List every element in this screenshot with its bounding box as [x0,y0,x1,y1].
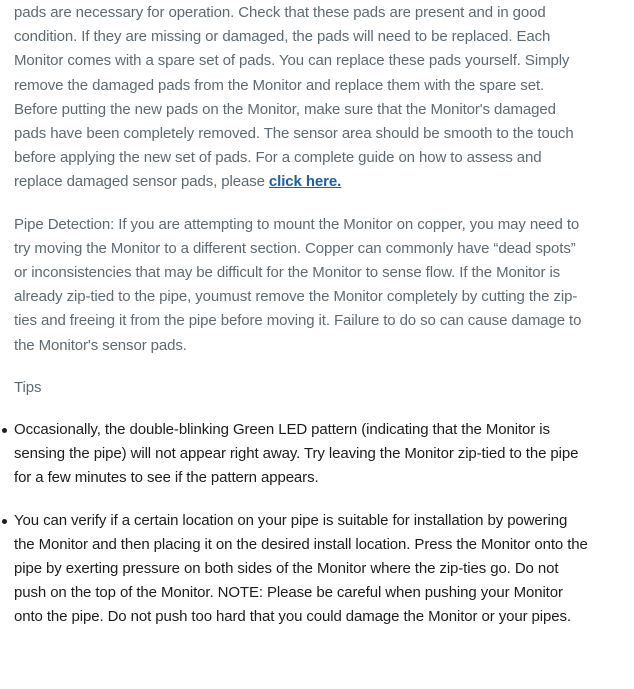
tip-item [14,509,589,630]
tip-item [14,418,589,491]
tips-list [14,418,589,630]
pipe-detection-paragraph: Pipe Detection: If you are attempting to mount the Monitor on copper, you may need to try moving the Monitor to a different section. Copper can commonly have “dead spots” or inconsistencies that may be difficult for the Monitor to sense flow. If the Monitor is already zip-tied to the pipe, youmust remove the Monitor completely by cutting the zip-ties and freeing it from the pipe before moving it. Failure to do so can cause damage to the Monitor's sensor pads. [14,215,582,354]
sensor-pads-guide-link[interactable]: click here. [268,173,342,191]
bullet-icon [2,519,7,524]
article-body [14,1,589,648]
tips-heading: Tips [14,378,42,396]
sensor-pads-text: pads are necessary for operation. Check that these pads are present and in good condition. If they are missing or damaged, the pads will need to be replaced. Each Monitor comes with a spare set of pads. You can replace these pads yourself. Simply remove the damaged pads from the Monitor and replace them with the spare set. Before putting the new pads on the Monitor, make sure that the Monitor's damaged pads have been completely removed. The sensor area should be smooth to the touch before applying the new set of pads. For a complete guide on how to assess and replace damaged sensor pads, please [14,4,574,191]
sensor-pads-paragraph [14,1,589,195]
tip-text: Occasionally, the double-blinking Green LED pattern (indicating that the Monitor is sensing the pipe) will not appear right away. Try leaving the Monitor zip-tied to the pipe for a few minutes to see if the pattern appears. [14,421,579,487]
bullet-icon [2,428,7,433]
tip-text: You can verify if a certain location on your pipe is suitable for installation by powering the Monitor and then placing it on the desired install location. Press the Monitor onto the pipe by exerting pressure on both sides of the Monitor where the zip-ties go. Do not push on the top of the Monitor. NOTE: Please be careful when pushing your Monitor onto the pipe. Do not push too hard that you could damage the Monitor or your pipes. [14,511,588,626]
